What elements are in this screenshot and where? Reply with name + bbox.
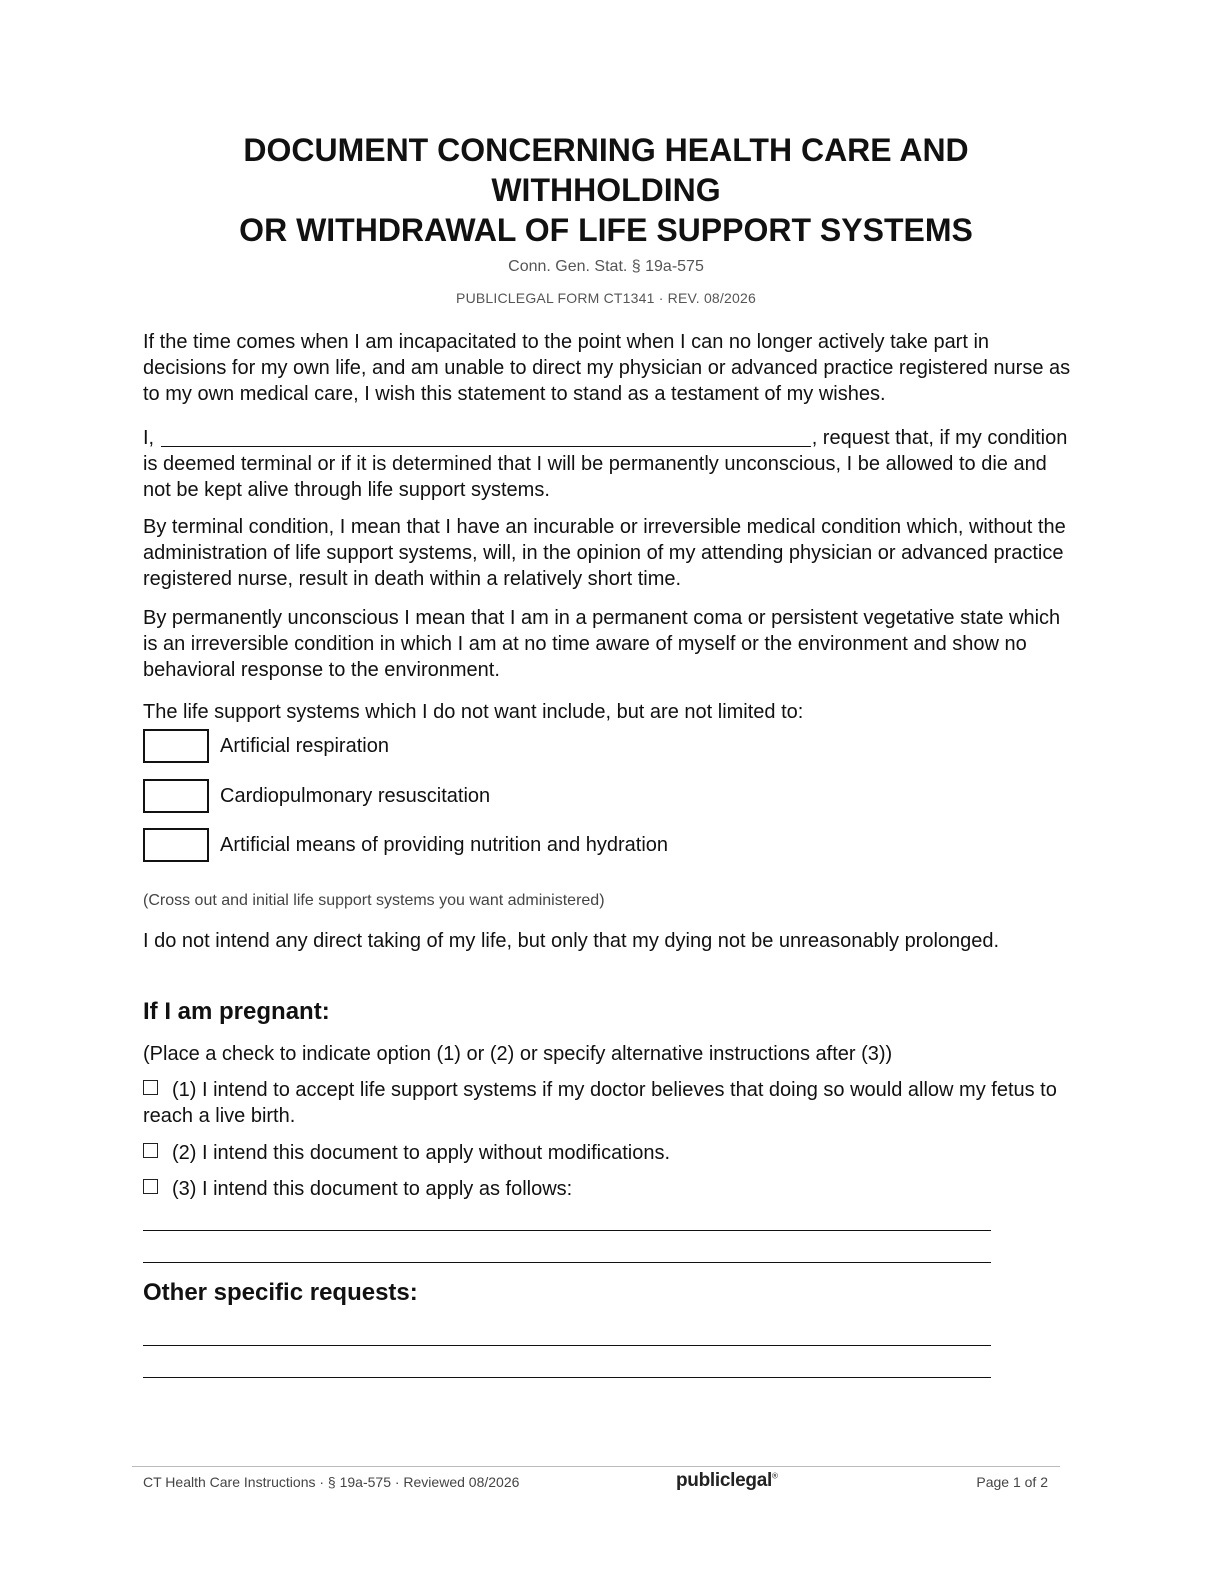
footer-citation: CT Health Care Instructions · § 19a-575 · Reviewed 08/2026: [143, 1474, 520, 1490]
publiclegal-logo: [676, 1470, 778, 1492]
systems-note: (Cross out and initial life support systems you want administered): [143, 892, 605, 909]
statute-citation: Conn. Gen. Stat. § 19a-575: [508, 258, 704, 275]
pregnancy-heading: If I am pregnant:: [143, 998, 330, 1025]
form-number: PUBLICLEGAL FORM CT1341 · REV. 08/2026: [456, 290, 756, 306]
checkbox[interactable]: [143, 1179, 158, 1194]
system-row-cpr: [143, 778, 490, 814]
title-line-1: DOCUMENT CONCERNING HEALTH CARE AND: [243, 132, 969, 168]
system-row-respiration: [143, 728, 389, 764]
footer-divider: [132, 1466, 1060, 1467]
pregnancy-option-1: [143, 1077, 1073, 1129]
declarant-name-field[interactable]: [161, 426, 811, 447]
logo-text: publiclegal: [676, 1470, 772, 1491]
intro-paragraph: If the time comes when I am incapacitated to the point when I can no longer actively take part in decisions for my own life, and am unable to direct my physician or advanced practice registered nurse as to my own medical care, I wish this statement to stand as a testament of my wishes.: [143, 331, 1071, 405]
intent-paragraph: I do not intend any direct taking of my life, but only that my dying not be unreasonably prolonged.: [143, 930, 1000, 952]
logo-mark: ®: [771, 1471, 778, 1481]
system-label: Artificial respiration: [220, 734, 389, 757]
other-requests-line-2[interactable]: [143, 1377, 991, 1378]
system-label: Artificial means of providing nutrition and hydration: [220, 833, 669, 856]
system-initial-box[interactable]: [143, 779, 209, 813]
checkbox[interactable]: [143, 1143, 158, 1158]
system-label: Cardiopulmonary resuscitation: [220, 784, 491, 807]
terminal-definition: By terminal condition, I mean that I have an incurable or irreversible medical condition which, without the administration of life support systems, will, in the opinion of my attending physician or advanced practice registered nurse, result in death within a relatively short time.: [143, 516, 1066, 590]
unconscious-definition: By permanently unconscious I mean that I am in a permanent coma or persistent vegetative state which is an irreversible condition in which I am at no time aware of myself or the environment and show no behavioral response to the environment.: [143, 607, 1061, 681]
pregnancy-option-2: [143, 1140, 1073, 1166]
checkbox[interactable]: [143, 1080, 158, 1095]
pregnancy-instructions-line-1[interactable]: [143, 1230, 991, 1231]
request-suffix: , request that, if my condition is deemed terminal or if it is determined that I will be permanently unconscious, I be allowed to die and not be kept alive through life support systems.: [143, 427, 1068, 501]
pregnancy-option-3: [143, 1176, 1073, 1202]
pregnancy-instructions: (Place a check to indicate option (1) or (2) or specify alternative instructions after (3)): [143, 1043, 893, 1065]
option-label: (2) I intend this document to apply without modifications.: [172, 1142, 671, 1164]
other-requests-heading: Other specific requests:: [143, 1279, 418, 1306]
option-label: (3) I intend this document to apply as follows:: [172, 1178, 573, 1200]
title-line-2: WITHHOLDING: [491, 172, 721, 208]
system-row-nutrition: [143, 827, 668, 863]
request-paragraph: [143, 425, 1073, 503]
pregnancy-instructions-line-2[interactable]: [143, 1262, 991, 1263]
systems-intro: The life support systems which I do not want include, but are not limited to:: [143, 701, 804, 723]
other-requests-line-1[interactable]: [143, 1345, 991, 1346]
system-initial-box[interactable]: [143, 828, 209, 862]
document-title: [143, 130, 1069, 250]
option-label: (1) I intend to accept life support systems if my doctor believes that doing so would allow my fetus to reach a live birth.: [143, 1079, 1057, 1127]
page-number: Page 1 of 2: [976, 1474, 1048, 1490]
request-prefix: I,: [143, 427, 155, 449]
system-initial-box[interactable]: [143, 729, 209, 763]
title-line-3: OR WITHDRAWAL OF LIFE SUPPORT SYSTEMS: [239, 212, 973, 248]
